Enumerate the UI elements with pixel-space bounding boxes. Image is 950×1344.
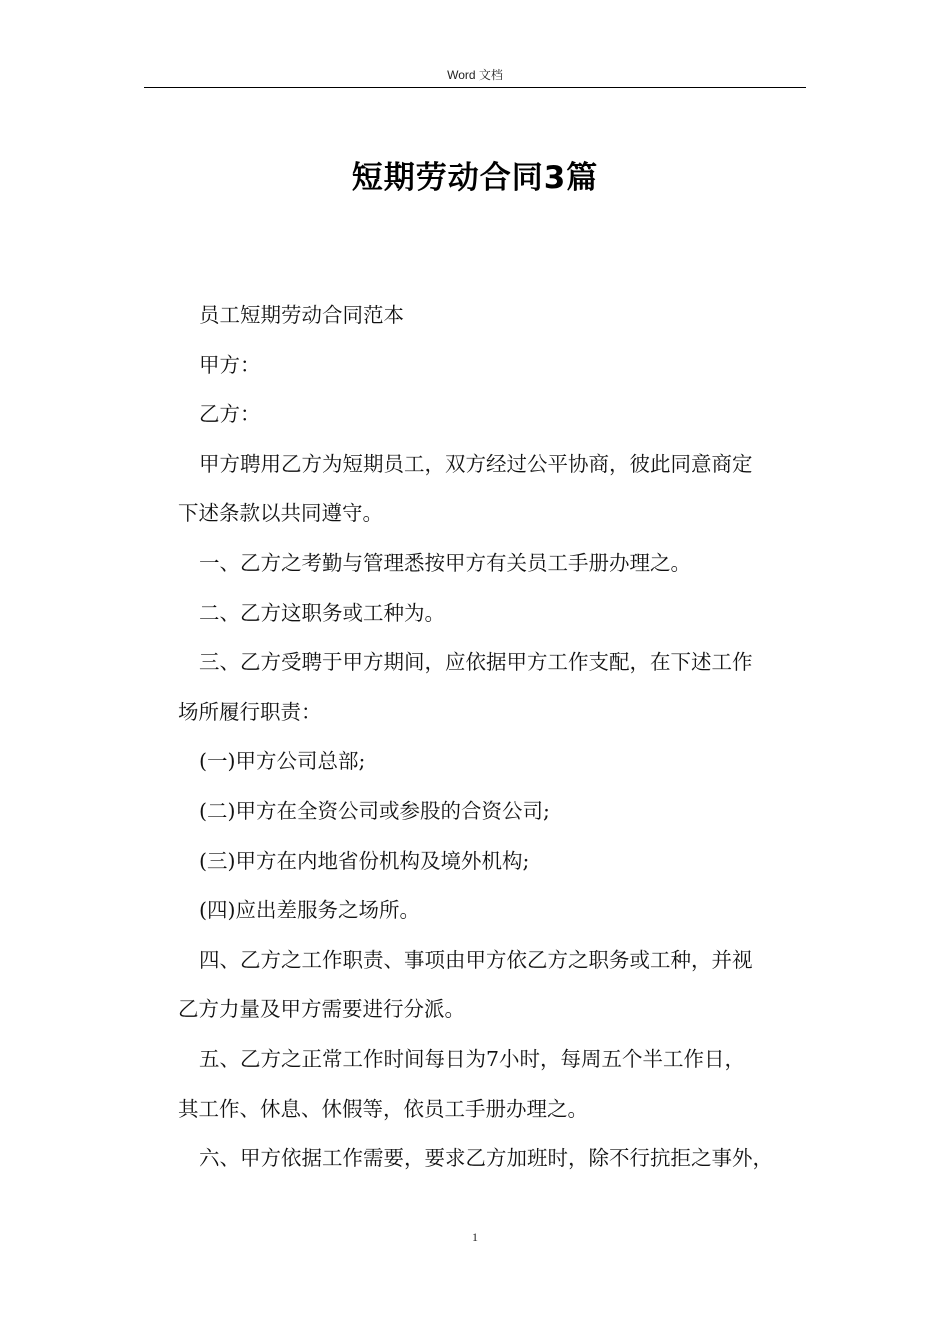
clause-6: 六、甲方依据工作需要，要求乙方加班时，除不行抗拒之事外， — [199, 1146, 773, 1171]
clause-3-item-1: (一)甲方公司总部; — [199, 749, 366, 774]
paragraph-party-b: 乙方： — [199, 402, 261, 427]
clause-3-item-3: (三)甲方在内地省份机构及境外机构; — [199, 848, 530, 873]
clause-4-cont: 乙方力量及甲方需要进行分派。 — [178, 997, 465, 1022]
clause-3-item-2: (二)甲方在全资公司或参股的合资公司; — [199, 798, 550, 823]
document-title: 短期劳动合同3篇 — [351, 160, 599, 196]
clause-4: 四、乙方之工作职责、事项由甲方依乙方之职务或工种，并视 — [199, 947, 753, 972]
clause-3: 三、乙方受聘于甲方期间，应依据甲方工作支配，在下述工作 — [199, 650, 753, 675]
document-body — [178, 291, 802, 1184]
paragraph-party-a: 甲方： — [199, 352, 261, 377]
clause-3-cont: 场所履行职责： — [178, 699, 322, 724]
paragraph-subtitle: 员工短期劳动合同范本 — [199, 303, 404, 327]
clause-2: 二、乙方这职务或工种为。 — [199, 600, 445, 625]
clause-5-cont: 其工作、休息、休假等，依员工手册办理之。 — [178, 1096, 588, 1121]
paragraph-intro: 甲方聘用乙方为短期员工，双方经过公平协商，彼此同意商定 — [199, 451, 753, 476]
paragraph-intro-cont: 下述条款以共同遵守。 — [178, 501, 383, 526]
header-divider — [144, 87, 806, 88]
clause-3-item-4: (四)应出差服务之场所。 — [199, 898, 420, 923]
page-header: Word 文档 — [447, 68, 503, 82]
clause-5: 五、乙方之正常工作时间每日为7小时，每周五个半工作日， — [199, 1046, 746, 1071]
clause-1: 一、乙方之考勤与管理悉按甲方有关员工手册办理之。 — [199, 550, 691, 575]
page-number: 1 — [472, 1230, 478, 1244]
